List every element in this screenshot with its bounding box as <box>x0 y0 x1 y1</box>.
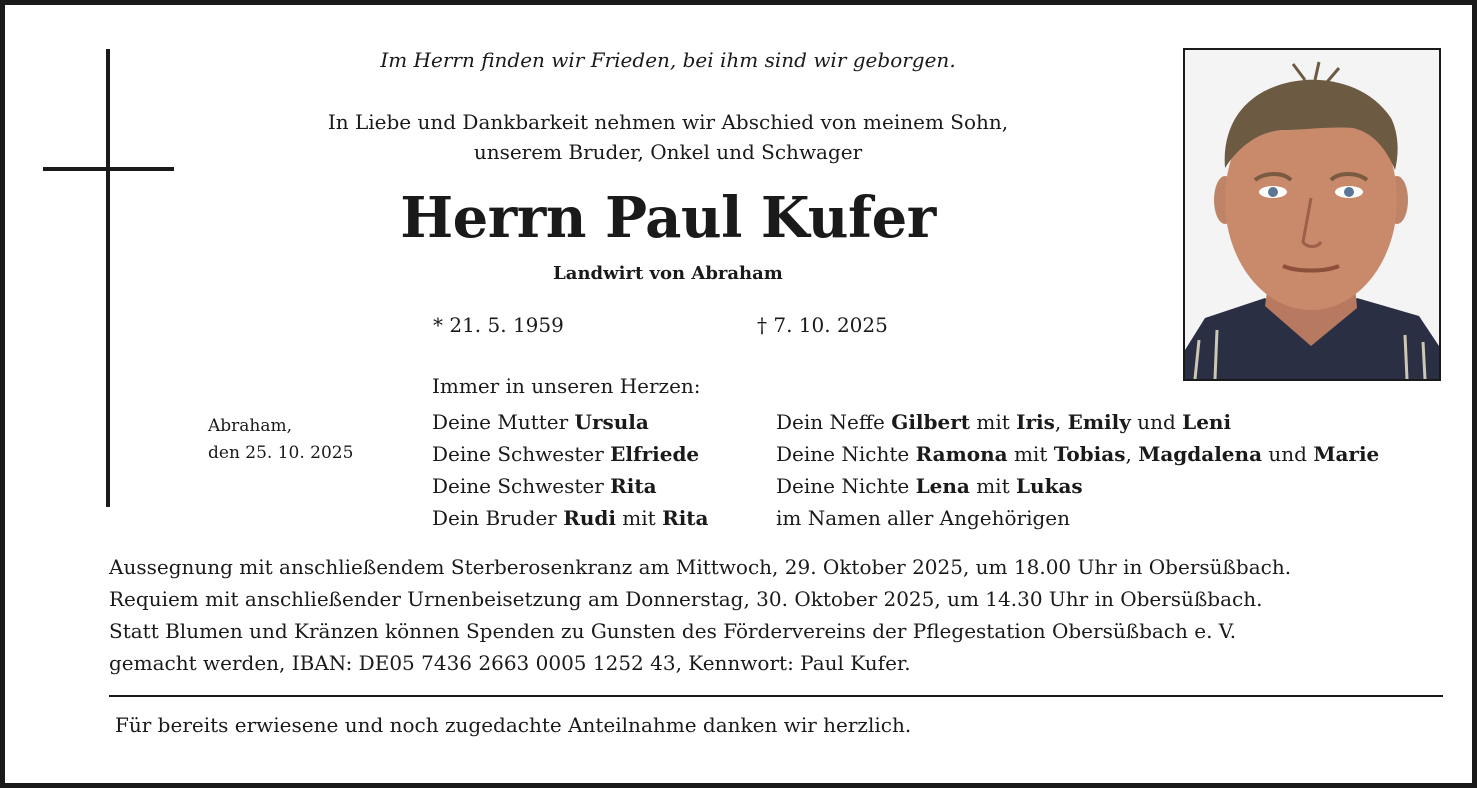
mourner-row <box>776 438 1379 470</box>
note-line: Requiem mit anschließender Urnenbeisetzung am Donnerstag, 30. Oktober 2025, um 14.30 Uhr in Obersüßbach. <box>109 587 1263 611</box>
mourner-name: Emily <box>1067 410 1131 434</box>
connector: mit <box>1007 442 1054 466</box>
mourner-name: Leni <box>1182 410 1232 434</box>
motto: Im Herrn finden wir Frieden, bei ihm sind wir geborgen. <box>380 48 956 72</box>
mourner-name: Rudi <box>563 506 616 530</box>
mourner-name: Marie <box>1313 442 1380 466</box>
connector: und <box>1130 410 1183 434</box>
death-date: † 7. 10. 2025 <box>757 313 888 337</box>
intro-line: unserem Bruder, Onkel und Schwager <box>473 140 863 164</box>
place: Abraham, <box>208 416 293 436</box>
relation: Deine Schwester <box>432 474 611 498</box>
mourner-name: Elfriede <box>610 442 700 466</box>
mourner-row <box>432 470 709 502</box>
date: den 25. 10. 2025 <box>208 443 354 463</box>
relation: Deine Nichte <box>776 474 916 498</box>
relation: Deine Mutter <box>432 410 575 434</box>
note-line: Aussegnung mit anschließendem Sterberosenkranz am Mittwoch, 29. Oktober 2025, um 18.00 Uhr in Obersüßbach. <box>109 555 1292 579</box>
mourner-name: Ursula <box>574 410 649 434</box>
place-date <box>208 413 353 467</box>
note-line: gemacht werden, IBAN: DE05 7436 2663 0005 1252 43, Kennwort: Paul Kufer. <box>109 651 911 675</box>
mourner-row <box>432 438 709 470</box>
birth-date: * 21. 5. 1959 <box>433 313 564 337</box>
mourner-row <box>432 406 709 438</box>
note-line: Statt Blumen und Kränzen können Spenden zu Gunsten des Fördervereins der Pflegestation Obersüßbach e. V. <box>109 619 1237 643</box>
connector: mit <box>615 506 663 530</box>
relation: Dein Bruder <box>432 506 564 530</box>
service-notes <box>109 551 1443 679</box>
relation: Deine Nichte <box>776 442 916 466</box>
relation: Deine Schwester <box>432 442 611 466</box>
mourner-name: Iris <box>1016 410 1055 434</box>
connector: , <box>1125 442 1139 466</box>
mourner-name: Rita <box>662 506 709 530</box>
cross-icon <box>106 49 110 507</box>
relation: Dein Neffe <box>776 410 892 434</box>
portrait-image <box>1185 50 1439 379</box>
mourner-name: Lena <box>915 474 970 498</box>
deceased-name: Herrn Paul Kufer <box>400 185 936 251</box>
divider <box>109 695 1443 697</box>
connector: und <box>1262 442 1314 466</box>
mourner-name: Magdalena <box>1138 442 1263 466</box>
heart-line: Immer in unseren Herzen: <box>432 374 701 398</box>
intro-line: In Liebe und Dankbarkeit nehmen wir Abschied von meinem Sohn, <box>327 110 1009 134</box>
connector: mit <box>970 410 1017 434</box>
mourner-name: Lukas <box>1015 474 1083 498</box>
mourner-row <box>776 470 1379 502</box>
connector: , <box>1054 410 1068 434</box>
mourner-row <box>432 502 709 534</box>
mourners-left <box>432 406 709 534</box>
portrait-photo <box>1183 48 1441 381</box>
connector: mit <box>969 474 1016 498</box>
mourner-name: Gilbert <box>891 410 971 434</box>
intro-text <box>125 107 1211 167</box>
thanks-line: Für bereits erwiesene und noch zugedachte Anteilnahme danken wir herzlich. <box>115 713 912 737</box>
mourner-name: Ramona <box>915 442 1008 466</box>
mourners-right <box>776 406 1379 534</box>
cross-icon-bar <box>43 167 174 171</box>
mourner-name: Tobias <box>1053 442 1126 466</box>
mourner-row: im Namen aller Angehörigen <box>776 506 1071 530</box>
mourner-row <box>776 406 1379 438</box>
occupation: Landwirt von Abraham <box>553 263 783 284</box>
mourner-name: Rita <box>610 474 657 498</box>
